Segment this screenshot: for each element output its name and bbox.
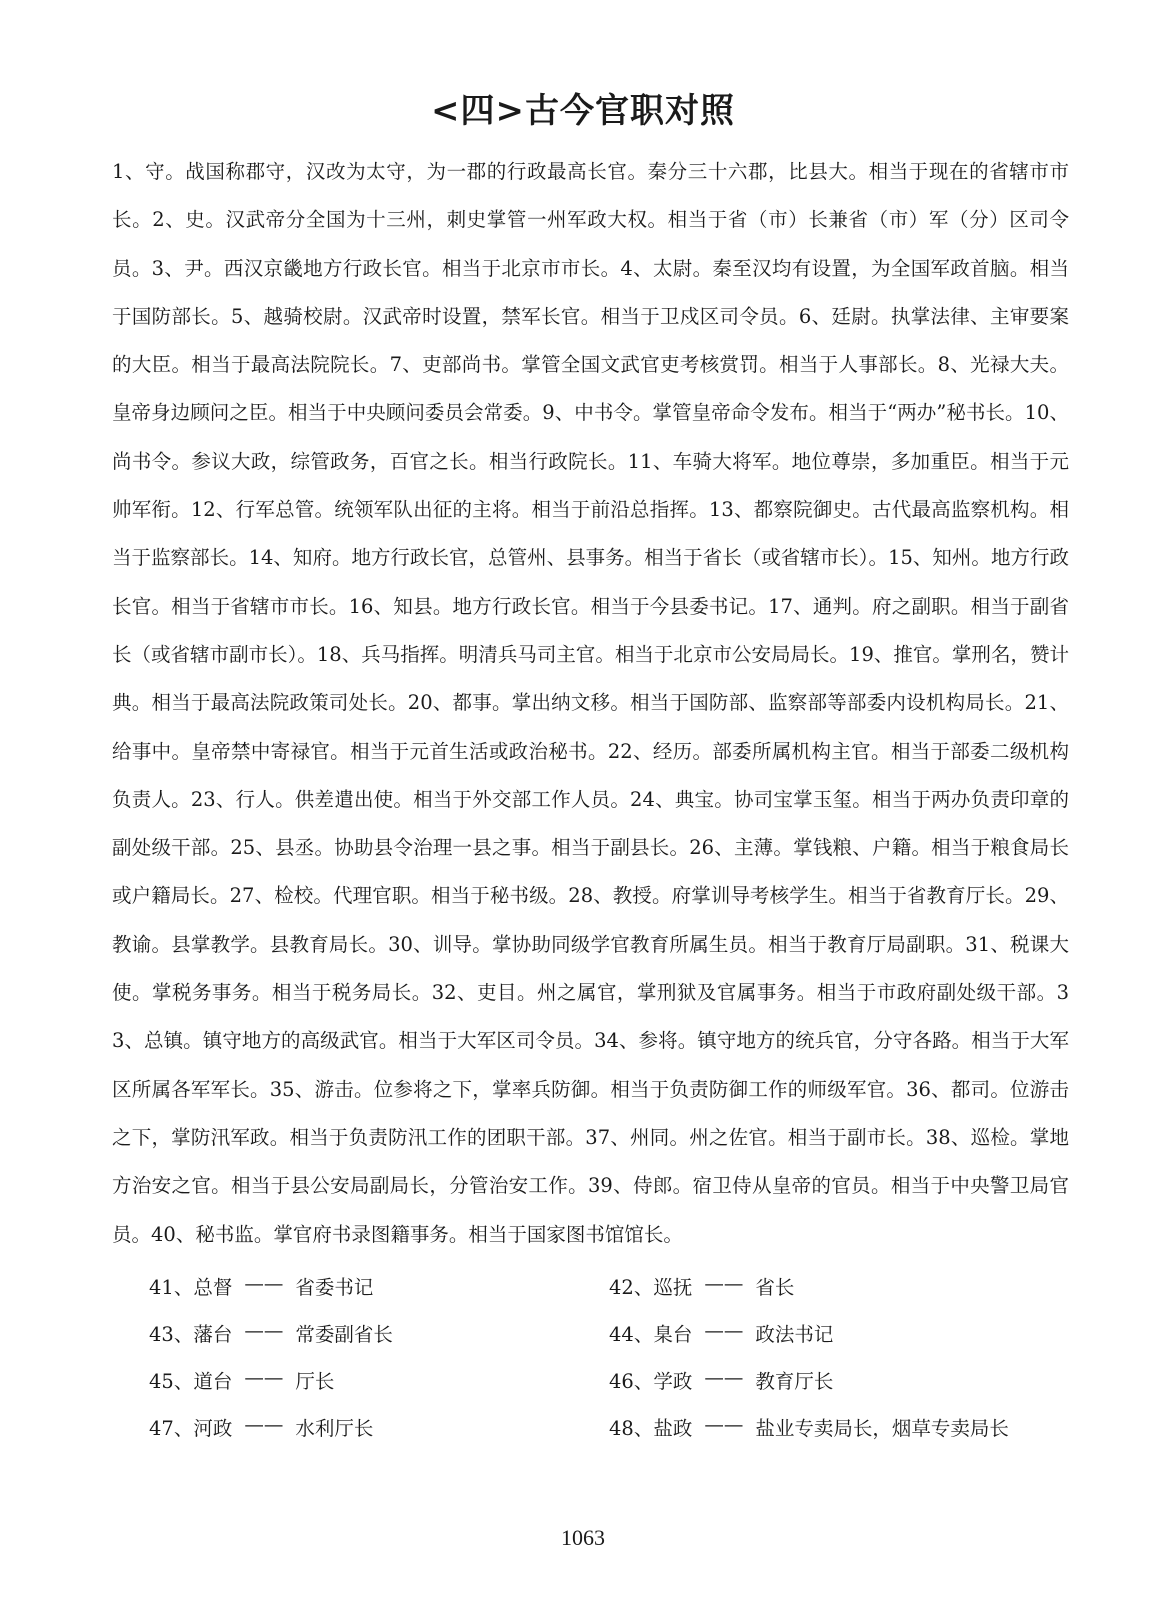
ancient-title: 45、道台	[149, 1369, 233, 1393]
dash-separator: ——	[244, 1365, 284, 1389]
modern-title: 政法书记	[755, 1322, 834, 1346]
modern-title: 盐业专卖局长，烟草专卖局长	[755, 1416, 1009, 1440]
modern-title: 省委书记	[295, 1275, 374, 1299]
dash-separator: ——	[244, 1412, 284, 1436]
list-item	[609, 1272, 1069, 1300]
list-item	[149, 1413, 609, 1441]
official-pairs-list	[149, 1262, 1069, 1450]
dash-separator: ——	[704, 1318, 744, 1342]
modern-title: 水利厅长	[295, 1416, 374, 1440]
modern-title: 教育厅长	[755, 1369, 834, 1393]
modern-title: 省长	[755, 1275, 795, 1299]
body-paragraph: 1、守。战国称郡守，汉改为太守，为一郡的行政最高长官。秦分三十六郡，比县大。相当于现在的省辖市市长。2、史。汉武帝分全国为十三州，刺史掌管一州军政大权。相当于省（市）长兼省（市）军（分）区司令员。3、尹。西汉京畿地方行政长官。相当于北京市市长。4、太尉。秦至汉均有设置，为全国军政首脑。相当于国防部长。5、越骑校尉。汉武帝时设置，禁军长官。相当于卫戍区司令员。6、廷尉。执掌法律、主审要案的大臣。相当于最高法院院长。7、吏部尚书。掌管全国文武官吏考核赏罚。相当于人事部长。8、光禄大夫。皇帝身边顾问之臣。相当于中央顾问委员会常委。9、中书令。掌管皇帝命令发布。相当于“两办”秘书长。10、尚书令。参议大政，综管政务，百官之长。相当行政院长。11、车骑大将军。地位尊崇，多加重臣。相当于元帅军衔。12、行军总管。统领军队出征的主将。相当于前沿总指挥。13、都察院御史。古代最高监察机构。相当于监察部长。14、知府。地方行政长官，总管州、县事务。相当于省长（或省辖市长）。15、知州。地方行政长官。相当于省辖市市长。16、知县。地方行政长官。相当于今县委书记。17、通判。府之副职。相当于副省长（或省辖市副市长）。18、兵马指挥。明清兵马司主官。相当于北京市公安局局长。19、推官。掌刑名，赞计典。相当于最高法院政策司处长。20、都事。掌出纳文移。相当于国防部、监察部等部委内设机构局长。21、给事中。皇帝禁中寄禄官。相当于元首生活或政治秘书。22、经历。部委所属机构主官。相当于部委二级机构负责人。23、行人。供差遣出使。相当于外交部工作人员。24、典宝。协司宝掌玉玺。相当于两办负责印章的副处级干部。25、县丞。协助县令治理一县之事。相当于副县长。26、主薄。掌钱粮、户籍。相当于粮食局长或户籍局长。27、检校。代理官职。相当于秘书级。28、教授。府掌训导考核学生。相当于省教育厅长。29、教谕。县掌教学。县教育局长。30、训导。掌协助同级学官教育所属生员。相当于教育厅局副职。31、税课大使。掌税务事务。相当于税务局长。32、吏目。州之属官，掌刑狱及官属事务。相当于市政府副处级干部。33、总镇。镇守地方的高级武官。相当于大军区司令员。34、参将。镇守地方的统兵官，分守各路。相当于大军区所属各军军长。35、游击。位参将之下，掌率兵防御。相当于负责防御工作的师级军官。36、都司。位游击之下，掌防汛军政。相当于负责防汛工作的团职干部。37、州同。州之佐官。相当于副市长。38、巡检。掌地方治安之官。相当于县公安局副局长，分管治安工作。39、侍郎。宿卫侍从皇帝的官员。相当于中央警卫局官员。40、秘书监。掌官府书录图籍事务。相当于国家图书馆馆长。	[112, 160, 1069, 1246]
pair-row	[149, 1309, 1069, 1356]
ancient-title: 41、总督	[149, 1275, 233, 1299]
pair-row	[149, 1403, 1069, 1450]
page-number: 1063	[561, 1525, 605, 1550]
list-item	[609, 1319, 1069, 1347]
ancient-title: 46、学政	[609, 1369, 693, 1393]
dash-separator: ——	[244, 1318, 284, 1342]
dash-separator: ——	[704, 1271, 744, 1295]
list-item	[149, 1319, 609, 1347]
ancient-title: 44、臬台	[609, 1322, 693, 1346]
list-item	[609, 1413, 1069, 1441]
dash-separator: ——	[244, 1271, 284, 1295]
list-item	[149, 1366, 609, 1394]
ancient-title: 43、藩台	[149, 1322, 233, 1346]
dash-separator: ——	[704, 1365, 744, 1389]
modern-title: 常委副省长	[295, 1322, 393, 1346]
ancient-title: 47、河政	[149, 1416, 233, 1440]
list-item	[609, 1366, 1069, 1394]
list-item	[149, 1272, 609, 1300]
modern-title: 厅长	[295, 1369, 335, 1393]
ancient-title: 48、盐政	[609, 1416, 693, 1440]
ancient-title: 42、巡抚	[609, 1275, 693, 1299]
page-title: <四>古今官职对照	[431, 91, 735, 131]
dash-separator: ——	[704, 1412, 744, 1436]
pair-row	[149, 1262, 1069, 1309]
pair-row	[149, 1356, 1069, 1403]
